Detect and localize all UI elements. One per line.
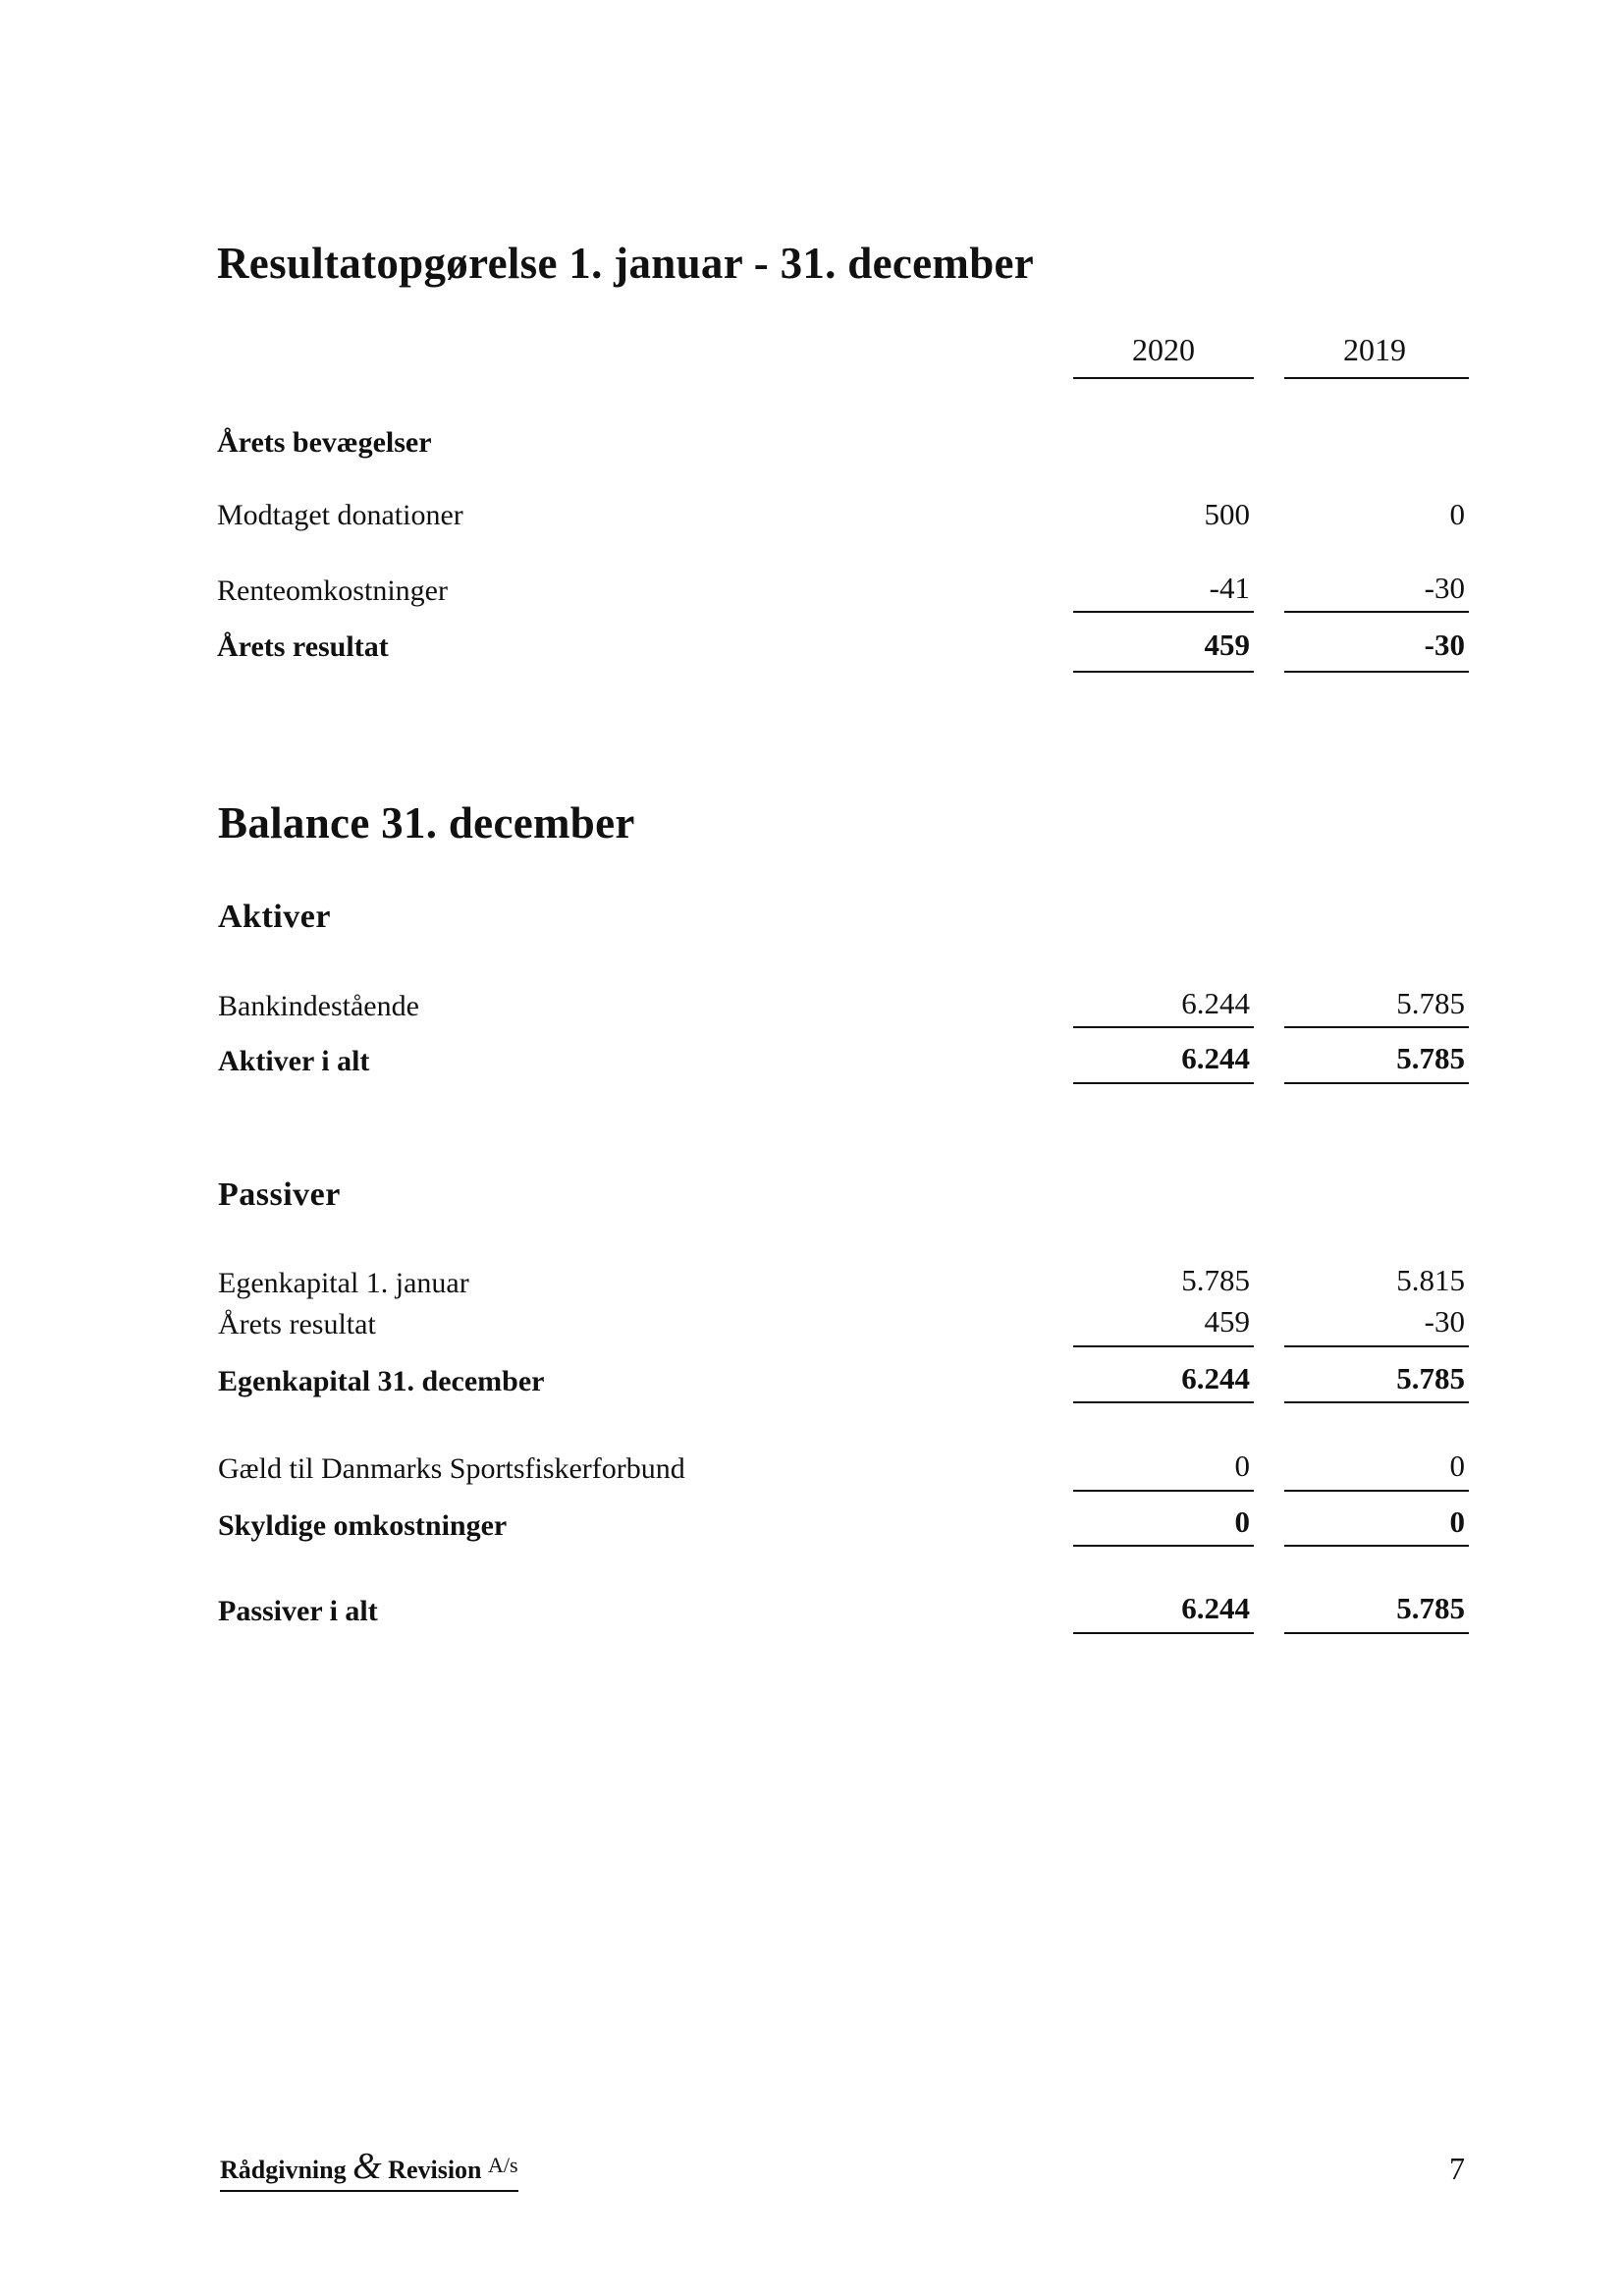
row-label: Årets resultat <box>218 1308 376 1340</box>
row-value-2020: 500 <box>1204 497 1250 531</box>
balance-title: Balance 31. december <box>218 798 635 847</box>
grand-total-label: Passiver i alt <box>218 1595 378 1627</box>
subtotal-rule <box>1073 1490 1254 1492</box>
footer-brand-logo <box>220 2145 518 2192</box>
row-value-2019: -30 <box>1424 1304 1465 1339</box>
brand-name-part1: Rådgivning <box>220 2156 347 2184</box>
total-rule <box>1073 671 1254 673</box>
row-value-2020: 0 <box>1234 1449 1250 1483</box>
brand-ampersand: & <box>352 2146 382 2187</box>
row-value-2019: 5.815 <box>1396 1263 1465 1297</box>
total-value-2019: 5.785 <box>1396 1041 1465 1075</box>
total-label: Aktiver i alt <box>218 1045 370 1077</box>
total-label: Skyldige omkostninger <box>218 1509 508 1542</box>
section-heading: Årets bevægelser <box>217 426 432 459</box>
total-rule <box>1073 1632 1254 1634</box>
row-value-2020: 6.244 <box>1181 986 1250 1020</box>
subtotal-rule <box>1284 1490 1469 1492</box>
subtotal-rule <box>1073 1345 1254 1347</box>
row-label: Gæld til Danmarks Sportsfiskerforbund <box>218 1452 685 1485</box>
total-rule <box>1284 1082 1469 1084</box>
row-value-2020: -41 <box>1209 571 1250 605</box>
total-rule <box>1284 1545 1469 1547</box>
liabilities-heading: Passiver <box>218 1176 341 1213</box>
row-label: Renteomkostninger <box>217 574 448 607</box>
row-value-2020: 5.785 <box>1181 1263 1250 1297</box>
total-value-2019: 5.785 <box>1396 1361 1465 1395</box>
year-underline <box>1284 377 1469 379</box>
row-label: Modtaget donationer <box>217 499 463 531</box>
row-value-2020: 459 <box>1204 1304 1250 1339</box>
total-value-2020: 0 <box>1234 1504 1250 1539</box>
total-value-2019: 0 <box>1449 1504 1465 1539</box>
total-rule <box>1284 671 1469 673</box>
subtotal-rule <box>1284 611 1469 613</box>
total-rule <box>1284 1401 1469 1403</box>
brand-name-part2: Revision <box>388 2156 482 2184</box>
row-value-2019: 5.785 <box>1396 986 1465 1020</box>
page-number: 7 <box>1449 2151 1465 2186</box>
brand-suffix: A/s <box>488 2153 518 2177</box>
total-rule <box>1073 1545 1254 1547</box>
total-rule <box>1073 1401 1254 1403</box>
row-value-2019: -30 <box>1424 571 1465 605</box>
subtotal-rule <box>1073 611 1254 613</box>
year-header-2019: 2019 <box>1343 332 1406 367</box>
total-label: Egenkapital 31. december <box>218 1365 545 1397</box>
assets-heading: Aktiver <box>218 899 331 935</box>
year-header-2020: 2020 <box>1132 332 1195 367</box>
grand-total-value-2020: 6.244 <box>1181 1591 1250 1625</box>
total-value-2020: 459 <box>1204 628 1250 662</box>
total-value-2020: 6.244 <box>1181 1041 1250 1075</box>
total-rule <box>1284 1632 1469 1634</box>
row-value-2019: 0 <box>1449 1449 1465 1483</box>
subtotal-rule <box>1073 1026 1254 1028</box>
income-statement-title: Resultatopgørelse 1. januar - 31. december <box>217 239 1035 288</box>
subtotal-rule <box>1284 1345 1469 1347</box>
total-rule <box>1073 1082 1254 1084</box>
total-value-2019: -30 <box>1424 628 1465 662</box>
year-underline <box>1073 377 1254 379</box>
row-label: Bankindestående <box>218 990 419 1022</box>
row-label: Egenkapital 1. januar <box>218 1267 469 1299</box>
total-value-2020: 6.244 <box>1181 1361 1250 1395</box>
row-value-2019: 0 <box>1449 497 1465 531</box>
grand-total-value-2019: 5.785 <box>1396 1591 1465 1625</box>
total-label: Årets resultat <box>217 630 389 663</box>
subtotal-rule <box>1284 1026 1469 1028</box>
